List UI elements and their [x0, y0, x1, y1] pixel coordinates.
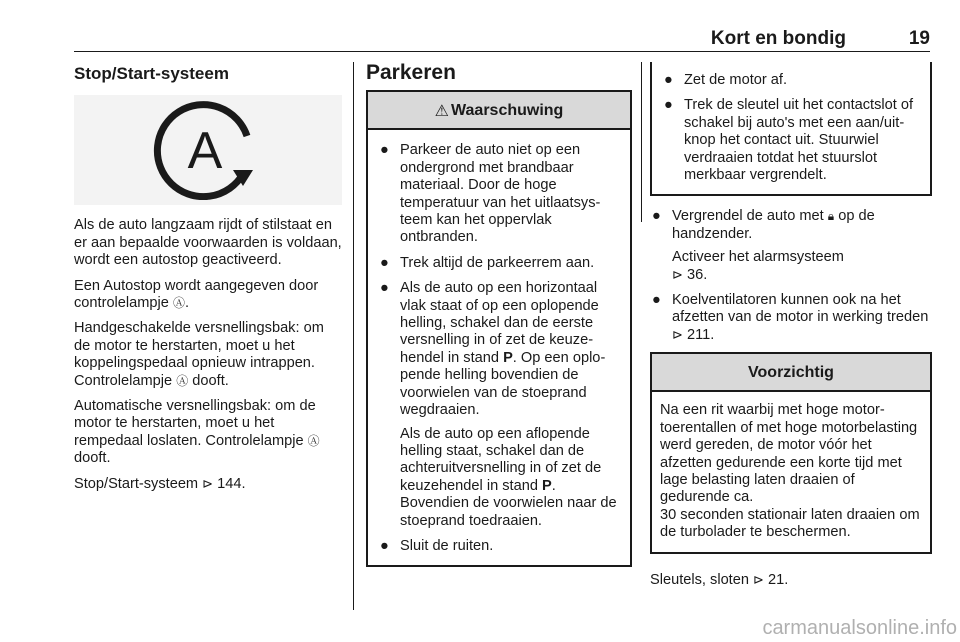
- list-item: ● Zet de motor af.: [664, 72, 788, 88]
- para-autostop-activation: Als de auto langzaam rijdt of stilstaat en er aan bepaalde voorwaarden is voldaan, wordt een autostop geactiveerd.: [74, 217, 342, 269]
- para-automatic-gearbox: Automatische versnellingsbak: om de motor te herstarten, moet u het rempedaal loslaten. Controlelampje Ⓐ dooft.: [74, 398, 320, 467]
- column-parkeren: [366, 62, 632, 567]
- para-autostop-indicator: Een Autostop wordt aangegeven door controlelampje Ⓐ.: [74, 277, 319, 312]
- warning-body: [368, 130, 630, 565]
- page-header-title: Kort en bondig: [710, 28, 846, 49]
- page-number: 19: [908, 28, 930, 49]
- list-item: ● Vergrendel de auto met 🔒︎ op de handzender.: [652, 208, 875, 242]
- autostop-indicator-icon: Ⓐ: [307, 433, 320, 448]
- list-item: ● Parkeer de auto niet op een ondergrond met brandbaar materiaal. Door de hoge temperatuur van het uitlaatsysteem kan het oppervlak ontbranden.: [380, 142, 601, 246]
- caution-text-2: 30 seconden stationair laten draaien om de turbolader te beschermen.: [660, 506, 920, 541]
- warning-title: Waarschuwing: [451, 101, 564, 119]
- caution-header: [652, 354, 930, 392]
- autostop-indicator-icon: Ⓐ: [176, 373, 189, 388]
- autostop-A-icon: [143, 100, 273, 200]
- list-item: ● Koelventilatoren kunnen ook na het afzetten van de motor in werking treden ⊳ 211.: [652, 292, 929, 343]
- cross-reference-stop-start[interactable]: Stop/Start-systeem ⊳ 144.: [74, 475, 246, 492]
- cross-reference-alarm[interactable]: Activeer het alarmsysteem ⊳ 36.: [672, 249, 844, 283]
- lock-icon: 🔒︎: [827, 209, 835, 224]
- figure-autostop: [74, 95, 342, 205]
- autostop-indicator-icon: Ⓐ: [172, 296, 185, 311]
- warning-triangle-icon: ⚠: [434, 100, 450, 120]
- column-stop-start: [74, 62, 342, 501]
- caution-title: Voorzichtig: [748, 363, 834, 381]
- header-divider: [74, 51, 930, 52]
- list-item: ● Trek de sleutel uit het contactslot of schakel bij auto's met een aan/uit-knop het contact uit. Stuurwiel verdraaien totdat het stuurslot merkbaar vergrendelt.: [664, 97, 914, 184]
- page-reference-arrow-icon: ⊳: [202, 476, 214, 492]
- cross-reference-keys[interactable]: Sleutels, sloten ⊳ 21.: [650, 571, 789, 588]
- list-item: ● Als de auto op een horizontaal vlak staat of op een oplopende helling, schakel dan de eerste versnelling in of zet de keuzehendel in stand P. Op een oplopende helling bovendien de voorwielen van de stoeprand wegdraaien.: [380, 280, 606, 419]
- svg-text:A: A: [187, 122, 223, 181]
- caution-text: Na een rit waarbij met hoge motortoerentallen of met hoge motorbelasting werd gereden, de motor vóór het afzetten gedurende een korte tijd met lage belasting laten draaien of gedurende ca.: [660, 402, 918, 506]
- page-reference-arrow-icon: ⊳: [672, 327, 683, 343]
- warning-box: [366, 90, 632, 567]
- section-title-parkeren: Parkeren: [366, 61, 456, 84]
- caution-body: [652, 392, 930, 551]
- para-manual-gearbox: Handgeschakelde versnellingsbak: om de motor te herstarten, moet u het koppelingspedaal opnieuw intrappen. Controlelampje Ⓐ dooft.: [74, 320, 324, 389]
- page-reference-arrow-icon: ⊳: [753, 572, 764, 588]
- list-item: ● Sluit de ruiten.: [380, 537, 494, 554]
- column-divider-1: [353, 62, 354, 610]
- list-item: ● Trek altijd de parkeerrem aan.: [380, 254, 595, 271]
- warning-header: [368, 92, 630, 130]
- list-item-continuation: Als de auto op een aflopende helling staat, schakel dan de achteruitversnelling in of zet de keuzehendel in stand P. Bovendien de voorwielen naar de stoeprand toedraaien.: [400, 425, 617, 529]
- column-divider-2: [641, 62, 642, 222]
- page-reference-arrow-icon: ⊳: [672, 267, 683, 283]
- watermark: carmanualsonline.info: [762, 617, 957, 639]
- caution-box: [650, 352, 932, 553]
- column-parkeren-continued: [650, 62, 932, 597]
- section-title-stop-start: Stop/Start-systeem: [74, 64, 229, 83]
- warning-box-continued: [650, 62, 932, 196]
